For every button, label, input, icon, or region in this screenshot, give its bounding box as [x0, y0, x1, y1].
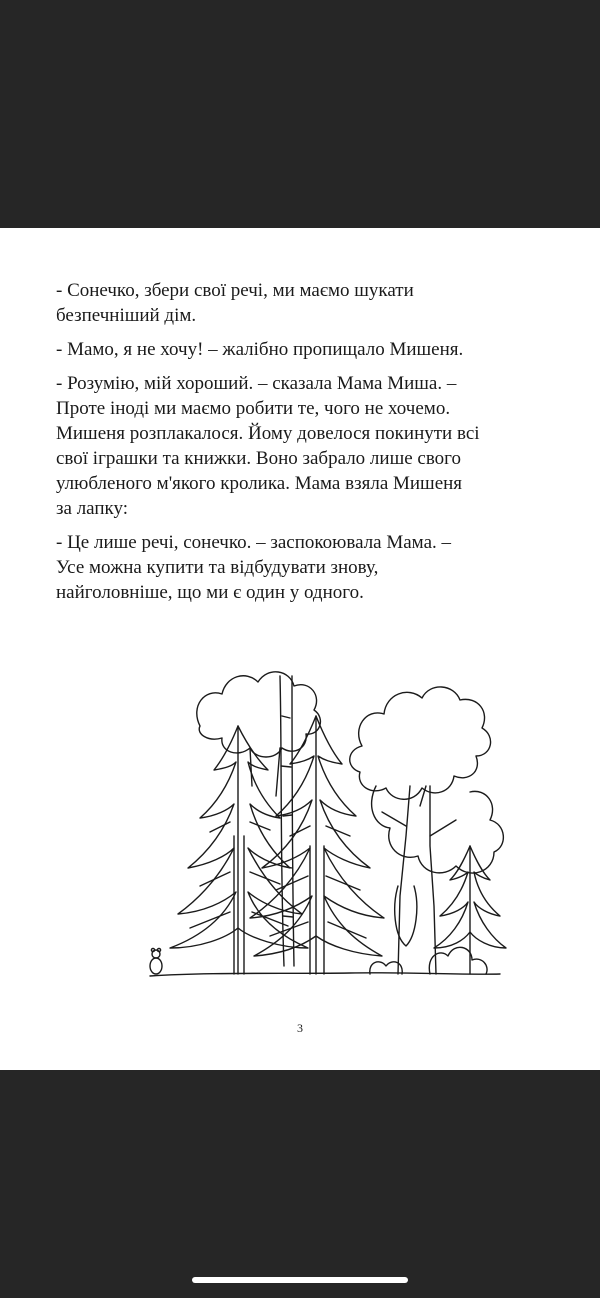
paragraph-1	[56, 278, 556, 328]
text-line: безпечніший дім.	[56, 305, 197, 326]
text-line: Усе можна купити та відбудувати знову,	[56, 557, 379, 578]
text-line: свої іграшки та книжки. Воно забрало лише свого	[56, 448, 461, 469]
story-text	[56, 278, 556, 614]
spruce-tree-left	[170, 726, 308, 974]
text-line: - Сонечко, збери свої речі, ми маємо шукати	[56, 280, 414, 301]
book-page	[0, 228, 600, 1070]
top-dark-area	[0, 0, 600, 228]
text-line: - Розумію, мій хороший. – сказала Мама Миша. –	[56, 373, 457, 394]
text-line: Проте іноді ми маємо робити те, чого не хочемо.	[56, 398, 451, 419]
text-line: Мишеня розплакалося. Йому довелося покинути всі	[56, 423, 480, 444]
bottom-dark-area	[0, 1070, 600, 1298]
page-number: 3	[297, 1021, 303, 1035]
paragraph-3	[56, 371, 556, 521]
mouse-figure	[150, 948, 162, 974]
home-indicator[interactable]	[192, 1277, 408, 1283]
text-line: найголовніше, що ми є один у одного.	[56, 582, 364, 603]
leafy-tree-right	[350, 687, 504, 974]
text-line: - Мамо, я не хочу! – жалібно пропищало Мишеня.	[56, 339, 464, 360]
paragraph-4	[56, 530, 556, 605]
text-line: улюбленого м'якого кролика. Мама взяла Мишеня	[56, 473, 463, 494]
text-line: - Це лише речі, сонечко. – заспокоювала Мама. –	[56, 532, 452, 553]
text-line: за лапку:	[56, 498, 129, 519]
paragraph-2	[56, 337, 556, 362]
forest-illustration	[130, 636, 510, 991]
small-spruce-right	[434, 846, 506, 974]
